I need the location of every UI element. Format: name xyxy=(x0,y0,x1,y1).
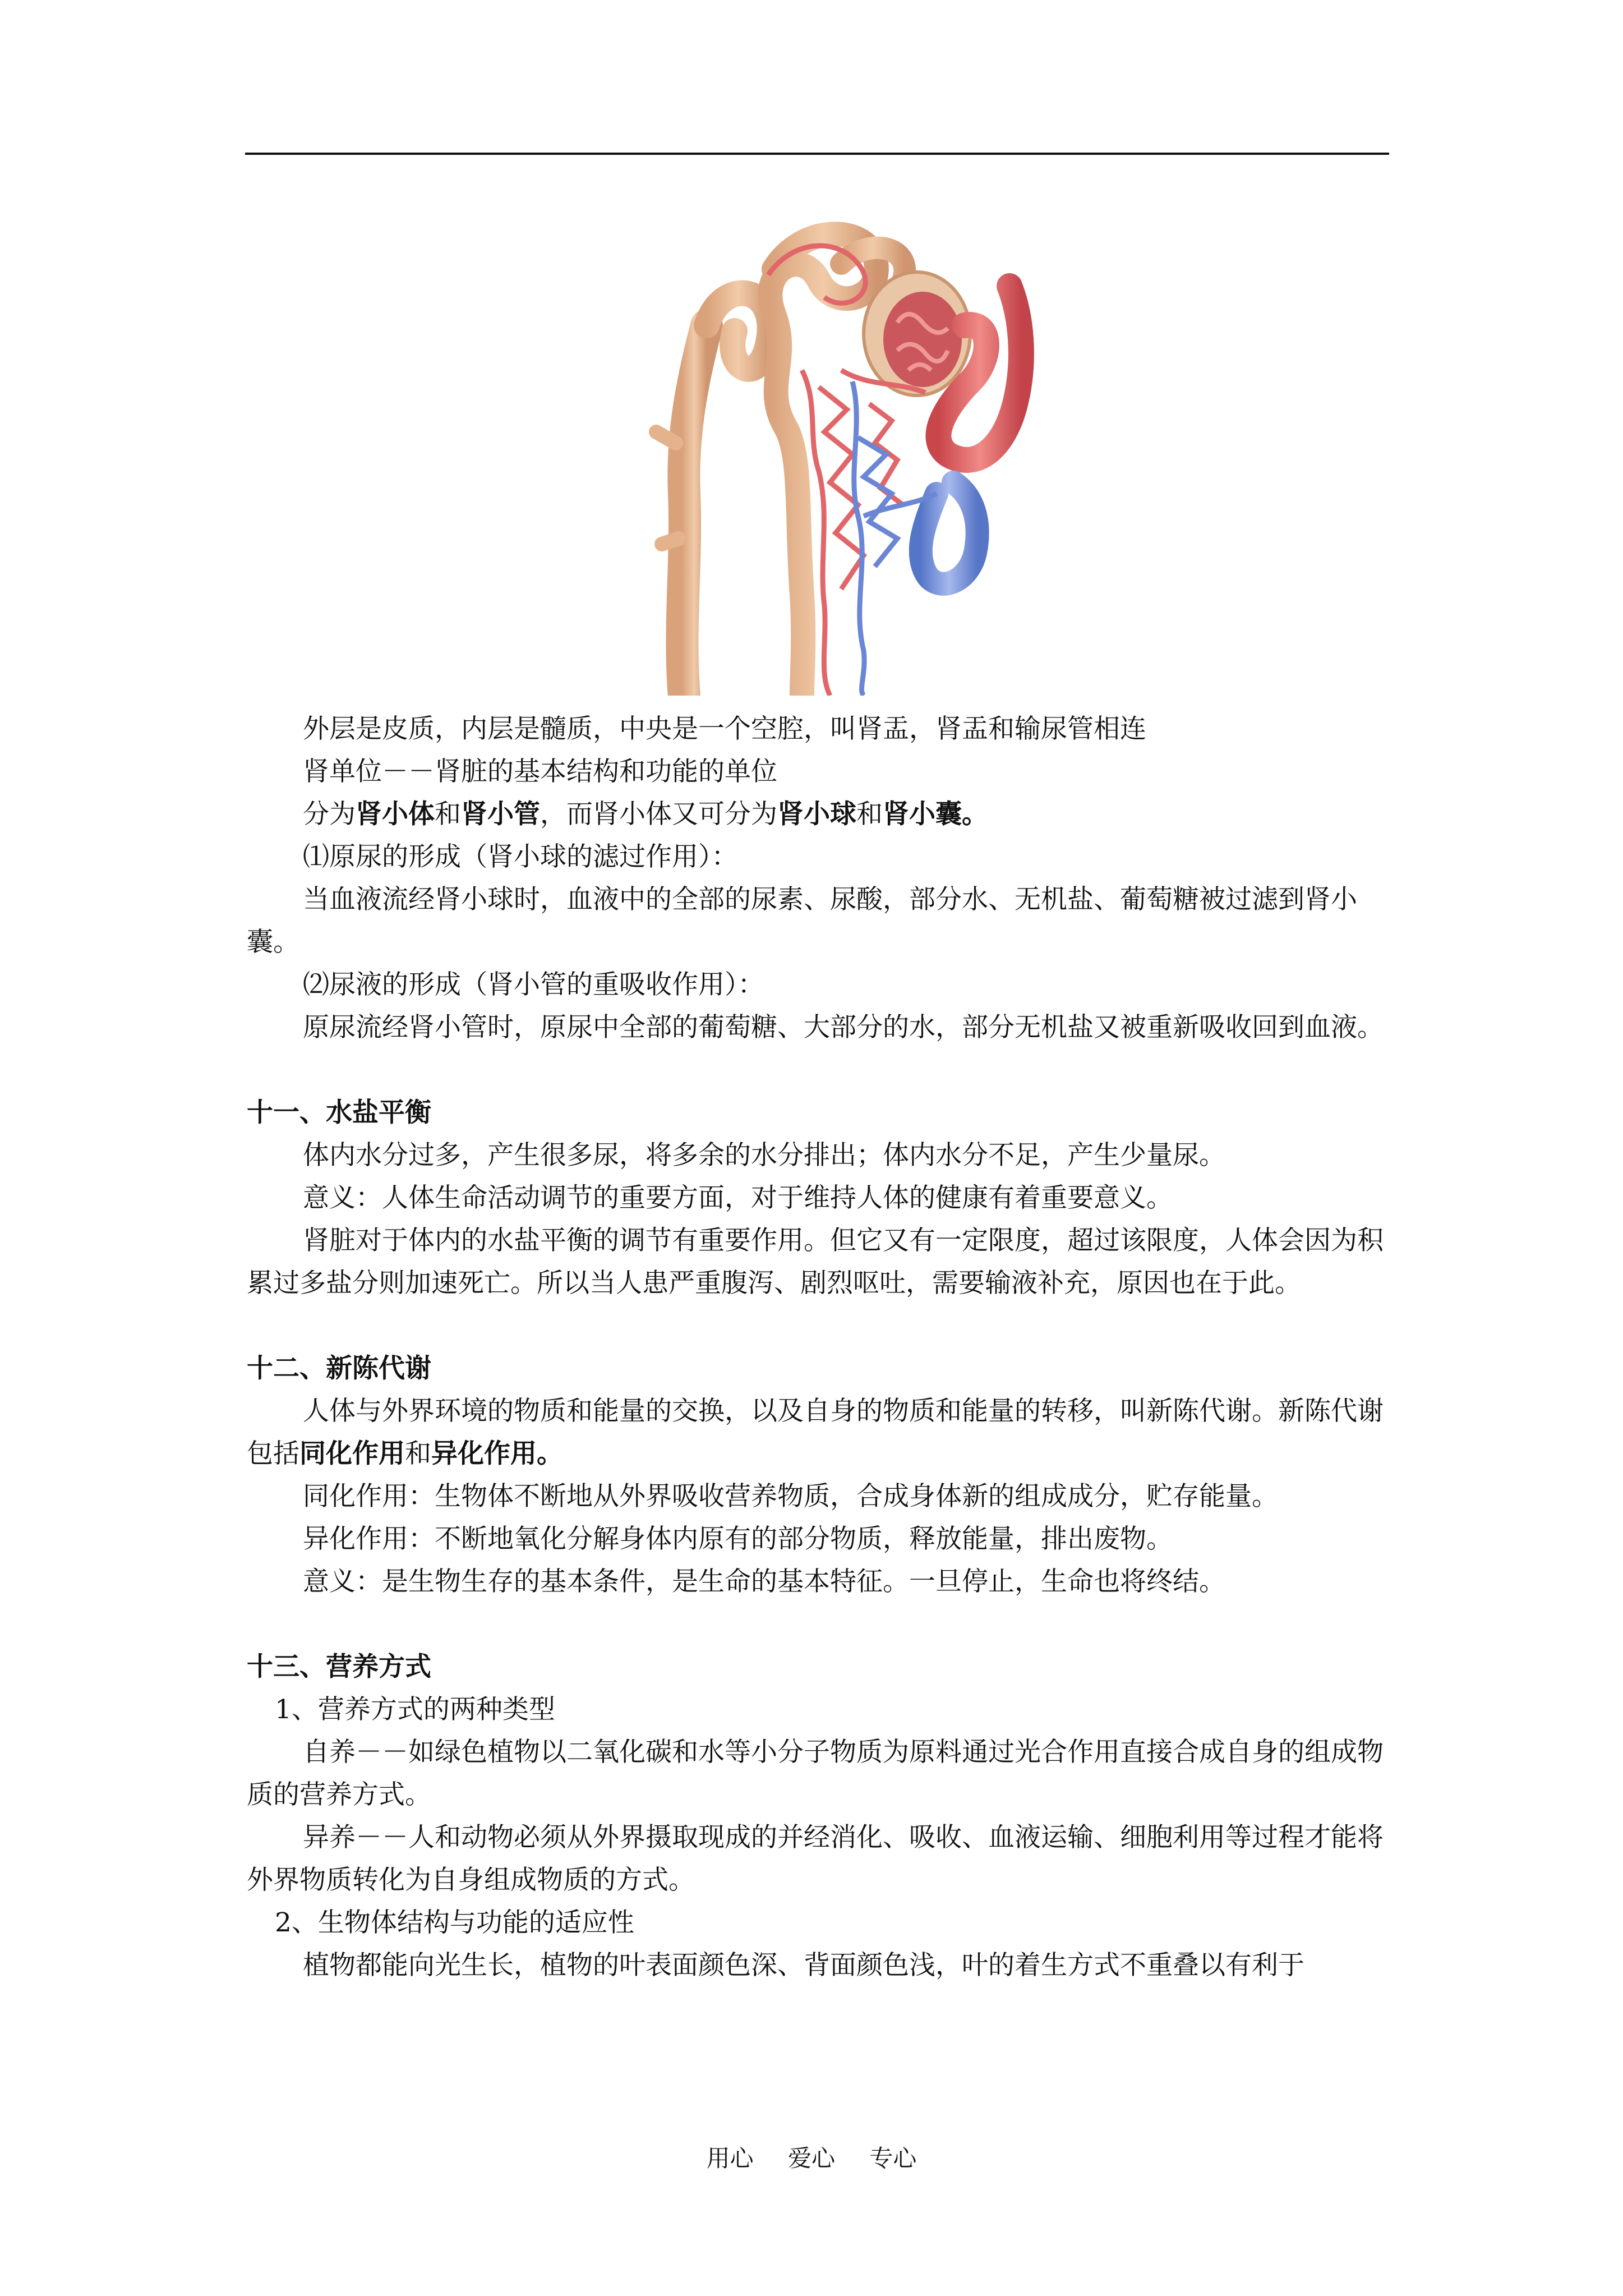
paragraph: 肾单位－－肾脏的基本结构和功能的单位 xyxy=(303,756,777,787)
paragraph: 当血液流经肾小球时，血液中的全部的尿素、尿酸，部分水、无机盐、葡萄糖被过滤到肾小囊。 xyxy=(247,884,1357,958)
paragraph: 肾脏对于体内的水盐平衡的调节有重要作用。但它又有一定限度，超过该限度，人体会因为积累过多盐分则加速死亡。所以当人患严重腹泻、剧烈呕吐，需要输液补充，原因也在于此。 xyxy=(247,1225,1384,1299)
bold-term: 肾小囊。 xyxy=(883,799,988,830)
section-title: 十一、水盐平衡 xyxy=(247,1097,431,1128)
paragraph: 同化作用：生物体不断地从外界吸收营养物质，合成身体新的组成成分，贮存能量。 xyxy=(303,1481,1278,1512)
paragraph: 异化作用：不断地氧化分解身体内原有的部分物质，释放能量，排出废物。 xyxy=(303,1524,1173,1554)
text-run: 和 xyxy=(435,799,461,830)
page-footer xyxy=(0,2142,1623,2175)
paragraph: 异养－－人和动物必须从外界摄取现成的并经消化、吸收、血液运输、细胞利用等过程才能将外界物质转化为自身组成物质的方式。 xyxy=(247,1822,1384,1895)
paragraph: 原尿流经肾小管时，原尿中全部的葡萄糖、大部分的水，部分无机盐又被重新吸收回到血液。 xyxy=(303,1012,1384,1043)
bold-term: 肾小球 xyxy=(777,799,856,830)
paragraph: 意义：人体生命活动调节的重要方面，对于维持人体的健康有着重要意义。 xyxy=(303,1182,1173,1213)
section-title: 十二、新陈代谢 xyxy=(247,1353,431,1384)
text-run: 人体与外界环境的物质和能量的交换，以及自身的物质和能量的转移，叫新陈代谢。新陈代谢包括 xyxy=(247,1396,1384,1469)
kidney-nephron-illustration xyxy=(634,202,1043,696)
subheading: 1、营养方式的两种类型 xyxy=(275,1694,555,1725)
subheading: 2、生物体结构与功能的适应性 xyxy=(275,1907,634,1938)
paragraph xyxy=(247,793,1391,836)
bold-term: 同化作用 xyxy=(299,1438,405,1469)
paragraph xyxy=(247,1390,1391,1475)
header-rule xyxy=(245,153,1389,155)
text-run: 和 xyxy=(856,799,883,830)
bold-term: 异化作用。 xyxy=(431,1438,563,1469)
footer-word: 专心 xyxy=(869,2145,917,2172)
footer-word: 用心 xyxy=(706,2145,754,2172)
paragraph: 外层是皮质，内层是髓质，中央是一个空腔，叫肾盂，肾盂和输尿管相连 xyxy=(303,714,1146,744)
paragraph: 植物都能向光生长，植物的叶表面颜色深、背面颜色浅，叶的着生方式不重叠以有利于 xyxy=(303,1950,1304,1981)
text-run: ，而肾小体又可分为 xyxy=(540,799,777,830)
paragraph: 意义：是生物生存的基本条件，是生命的基本特征。一旦停止，生命也将终结。 xyxy=(303,1566,1225,1597)
bold-term: 肾小管 xyxy=(461,799,540,830)
paragraph: 体内水分过多，产生很多尿，将多余的水分排出；体内水分不足，产生少量尿。 xyxy=(303,1140,1225,1171)
text-run: 和 xyxy=(405,1438,431,1469)
paragraph: 自养－－如绿色植物以二氧化碳和水等小分子物质为原料通过光合作用直接合成自身的组成物质的营养方式。 xyxy=(247,1737,1384,1810)
text-run: 分为 xyxy=(303,799,356,830)
bold-term: 肾小体 xyxy=(356,799,435,830)
document-body xyxy=(247,708,1391,1987)
paragraph: ⑴原尿的形成（肾小球的滤过作用）： xyxy=(303,841,738,872)
section-title: 十三、营养方式 xyxy=(247,1651,431,1682)
footer-word: 爱心 xyxy=(787,2145,835,2172)
paragraph: ⑵尿液的形成（肾小管的重吸收作用）： xyxy=(303,969,764,1000)
